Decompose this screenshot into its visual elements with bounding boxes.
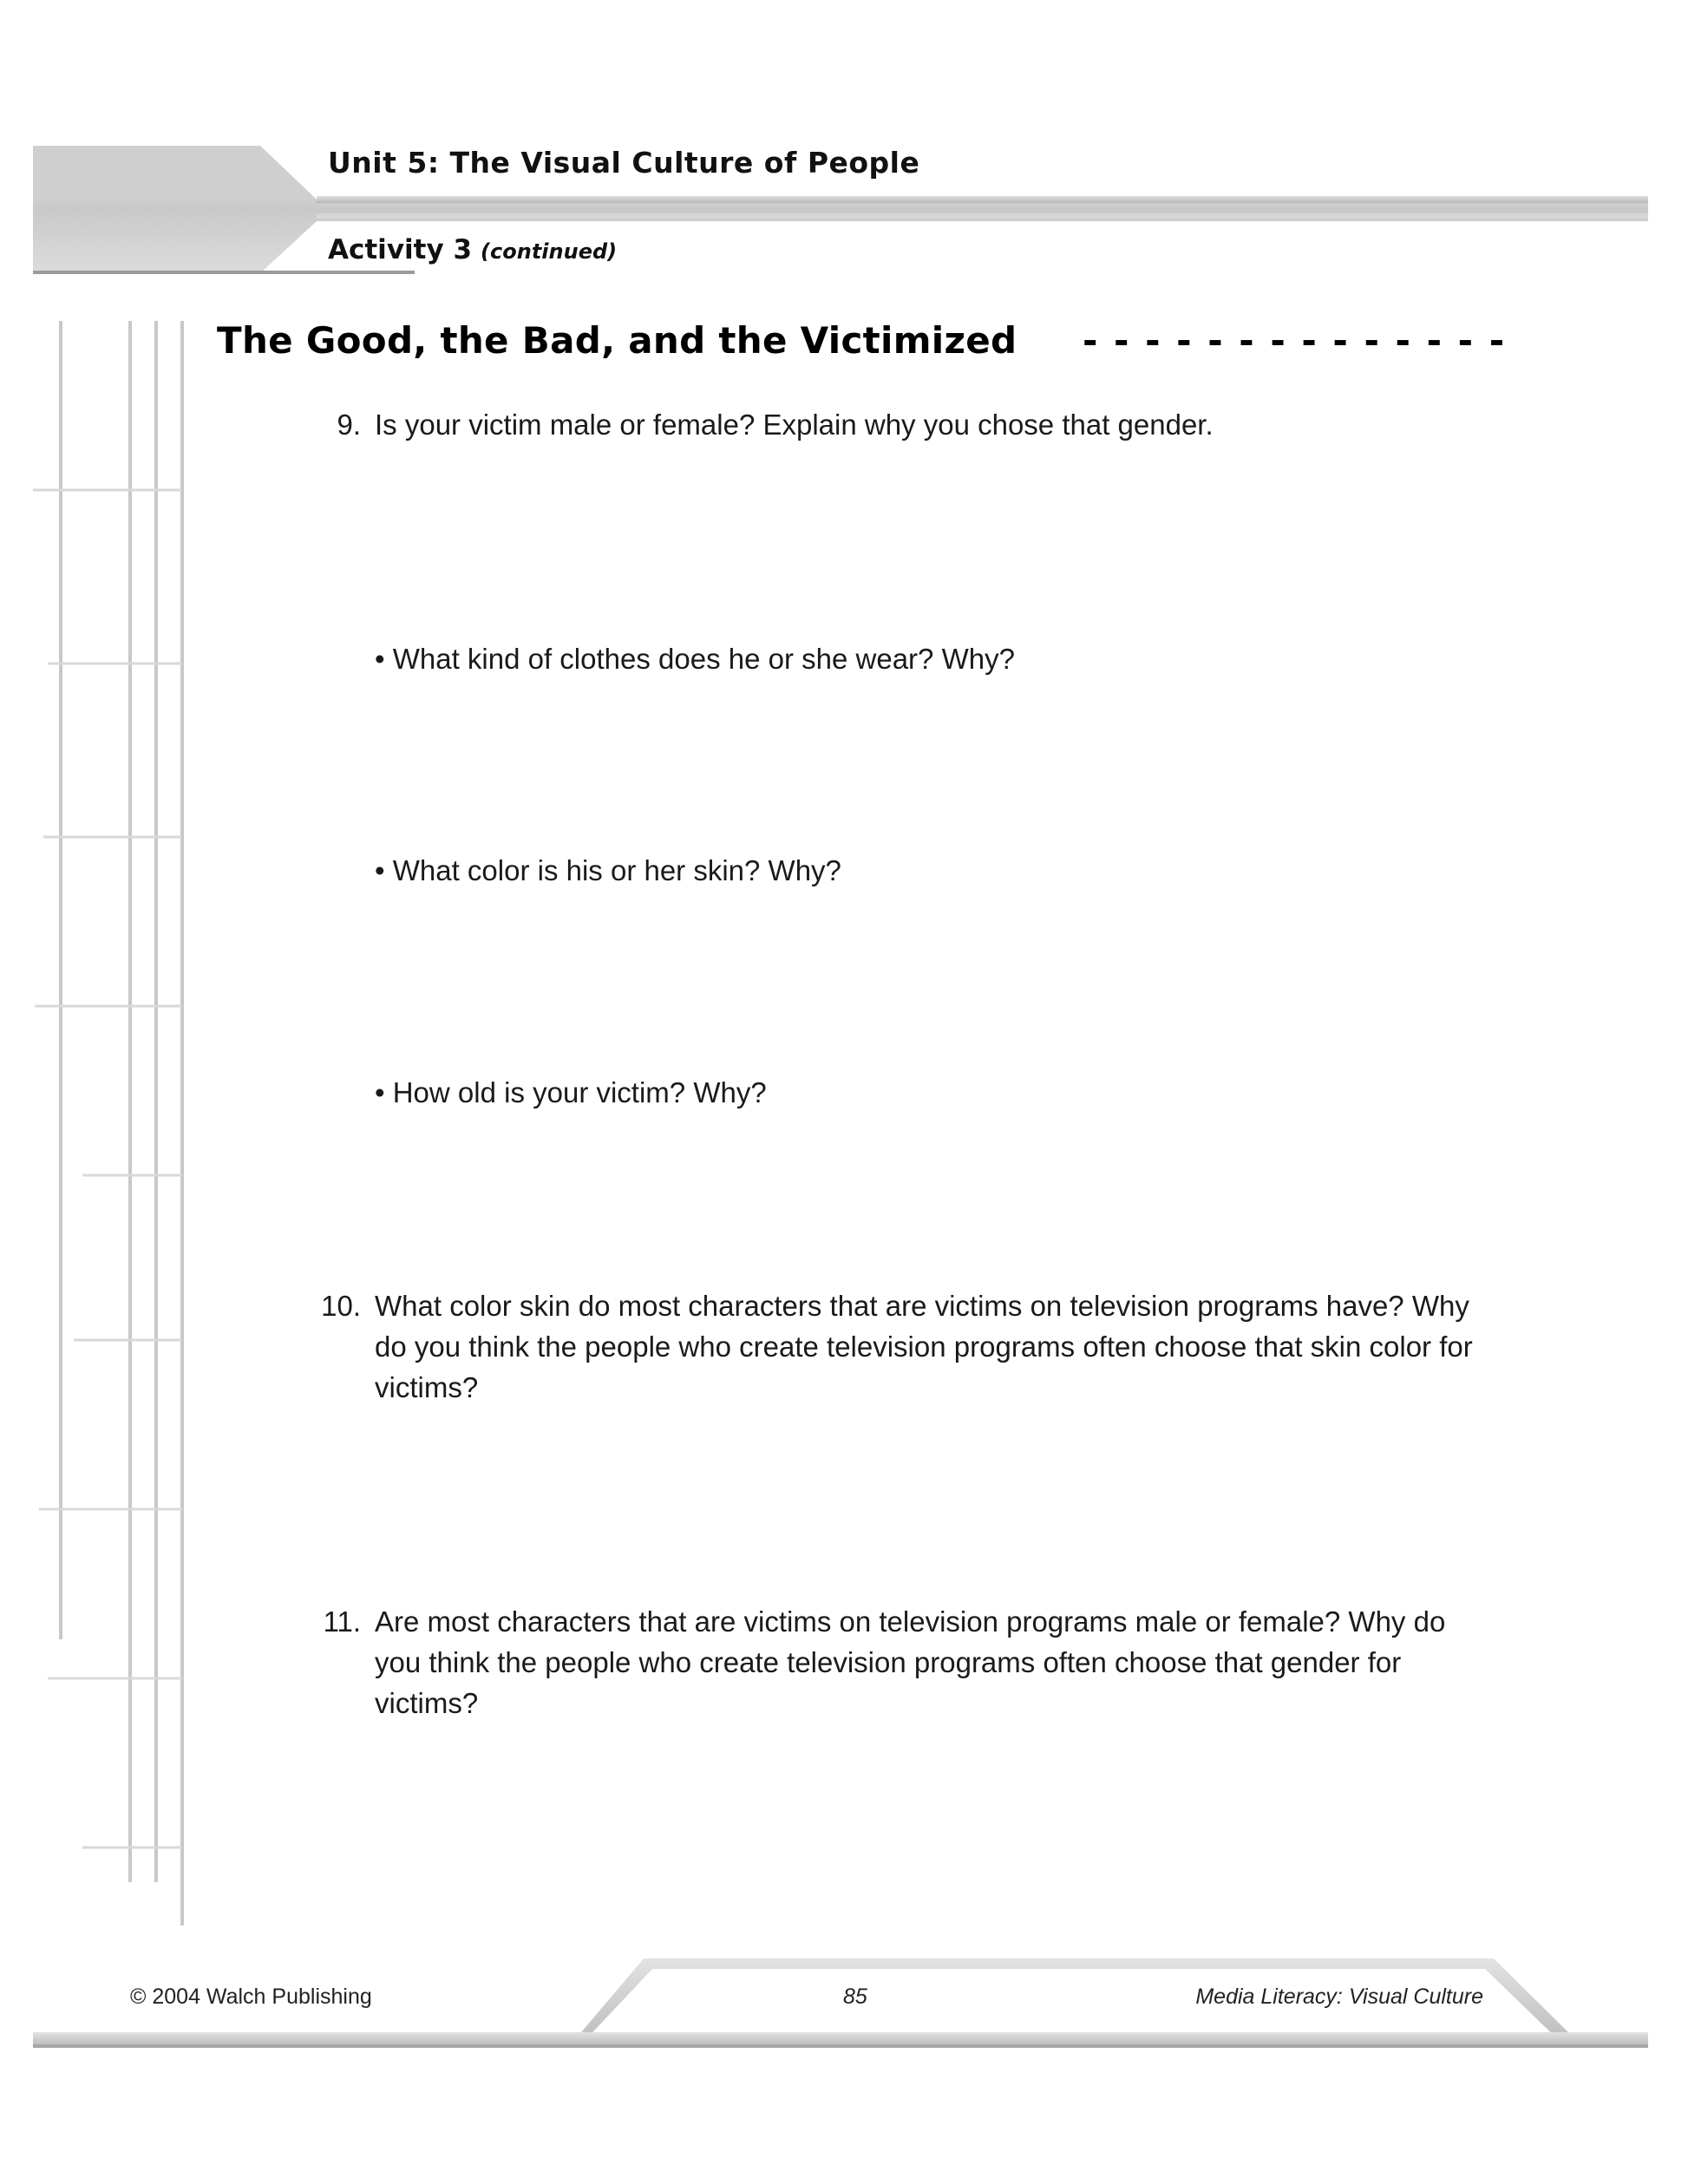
question-9-bullet-skin: • What color is his or her skin? Why?	[375, 854, 841, 886]
question-number: 11.	[323, 1605, 361, 1638]
question-9-bullet-clothes: • What kind of clothes does he or she wear? Why?	[375, 643, 1015, 675]
activity-note: (continued)	[481, 239, 618, 264]
question-number: 9.	[337, 409, 361, 441]
question-text: Are most characters that are victims on television programs male or female? Why do you think the people who create television programs often choose that gender for victims?	[375, 1605, 1446, 1719]
section-title-dashes: - - - - - - - - - - - - - -	[1083, 319, 1507, 362]
question-number: 10.	[321, 1290, 361, 1322]
question-10	[312, 1285, 1527, 1416]
question-text: Is your victim male or female? Explain why you chose that gender.	[375, 409, 1214, 441]
question-9-bullet-age: • How old is your victim? Why?	[375, 1076, 767, 1108]
footer-page-number: 85	[843, 1985, 867, 2009]
unit-title: Unit 5: The Visual Culture of People	[328, 146, 920, 180]
activity-label	[328, 234, 617, 265]
question-text: What color skin do most characters that are victims on television programs have? Why do you think the people who create television programs often choose that skin color for victims?	[375, 1290, 1473, 1403]
question-11	[312, 1601, 1527, 1731]
section-title: The Good, the Bad, and the Victimized	[217, 319, 1017, 362]
footer-copyright: © 2004 Walch Publishing	[130, 1985, 372, 2009]
left-grid-decoration	[0, 321, 200, 1926]
footer-book-title: Media Literacy: Visual Culture	[1195, 1985, 1483, 2009]
question-9	[312, 404, 1527, 448]
activity-title: Activity 3	[328, 234, 473, 265]
